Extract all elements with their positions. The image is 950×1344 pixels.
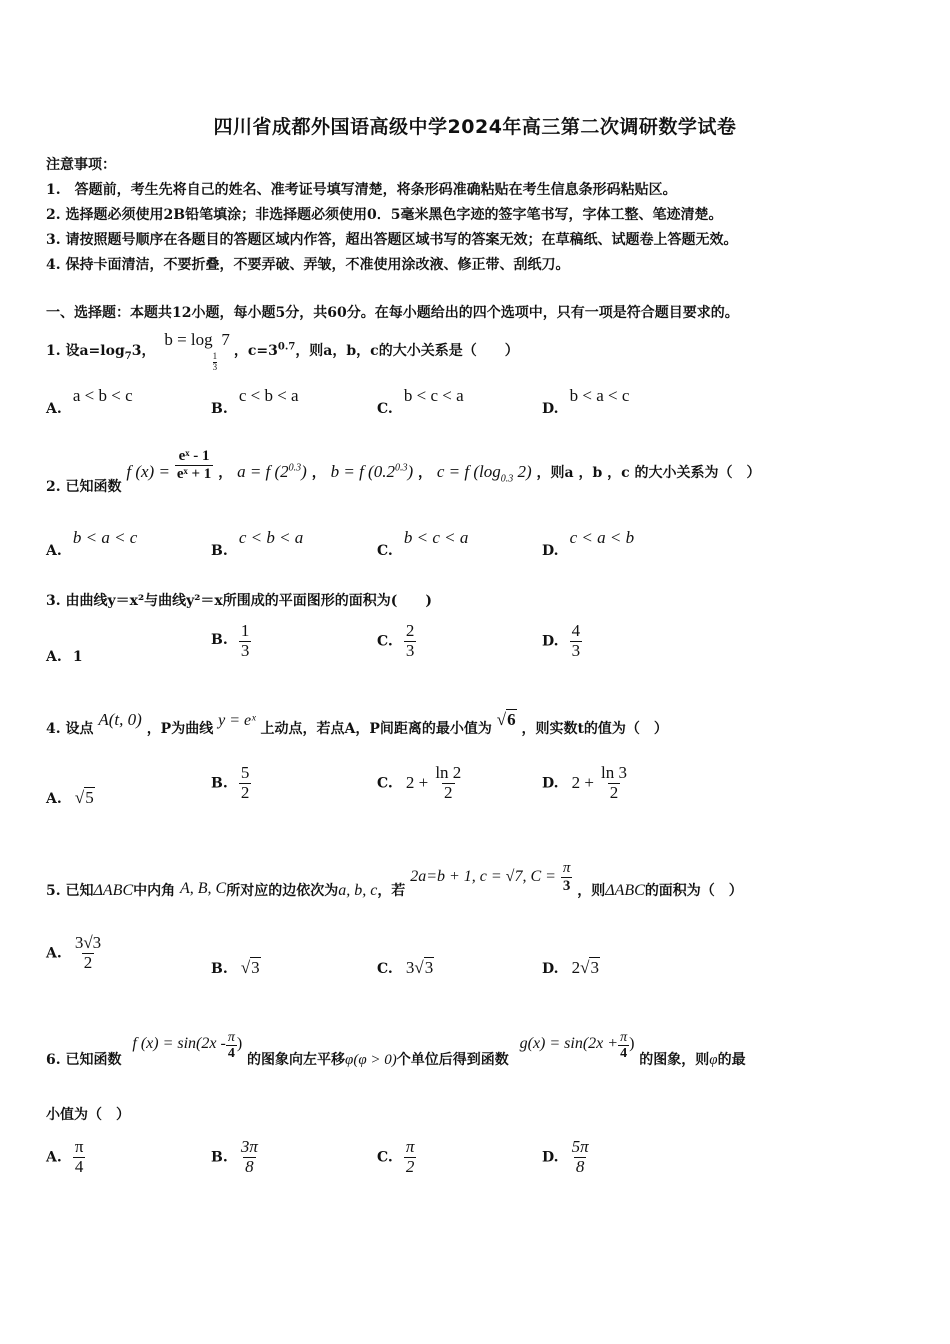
q4-option-a[interactable]: A. √5 xyxy=(46,788,94,807)
q1-option-a[interactable]: A. a < b < c xyxy=(46,386,133,417)
q5-option-b[interactable]: B. √3 xyxy=(211,958,260,977)
q4-option-c[interactable]: C. 2 + $\frac{\ln 2}{2}$ xyxy=(377,763,462,802)
q5-option-a[interactable]: A. $\frac{3√3}{2}$ xyxy=(46,933,102,972)
q5-option-d[interactable]: D. 2√3 xyxy=(542,958,599,977)
question-1-stem: 1. 设$a=\log_73$， b = log $\frac{1}{3}$ 7，$c=3^{0.7}$，则a，b，c的大小关系是（ ） xyxy=(46,330,519,372)
q1-option-d[interactable]: D. b < a < c xyxy=(542,386,630,417)
note-item: 3. 请按照题号顺序在各题目的答题区域内作答，超出答题区域书写的答案无效；在草稿纸、试题卷上答题无效。 xyxy=(46,232,738,248)
question-4-stem: 4. 设点 A(t, 0) ，P为曲线 y = eˣ 上动点，若点A，P间距离的最小值为 √6 ，则实数t的值为（ ） xyxy=(46,710,668,737)
q3-option-a[interactable]: A. 1 xyxy=(46,649,83,665)
note-item: 4. 保持卡面清洁，不要折叠，不要弄破、弄皱，不准使用涂改液、修正带、刮纸刀。 xyxy=(46,257,570,273)
question-3-stem: 3. 由曲线y＝x²与曲线y²＝x所围成的平面图形的面积为( ) xyxy=(46,593,432,609)
q3-option-d[interactable]: D. $\frac{4}{3}$ xyxy=(542,621,581,660)
q6-option-b[interactable]: B. $\frac{3\pi}{8}$ xyxy=(211,1137,258,1176)
question-5-stem: 5. 已知ΔABC中内角 A, B, C所对应的边依次为a, b, c，若 2a=b + 1, c = √7, C = $\frac{\pi}{3}$ ，则ΔABC的面积为（ ） xyxy=(46,860,743,899)
q2-option-c[interactable]: C. b < c < a xyxy=(377,528,469,559)
q5-option-c[interactable]: C. 3√3 xyxy=(377,958,434,977)
question-6-stem: 6. 已知函数 f (x) = sin(2x - $\frac{\pi}{4}$ ) 的图象向左平移φ(φ > 0)个单位后得到函数 g(x) = sin(2x + $\frac{\pi}{4}$ ) 的图象，则φ的最 xyxy=(46,1030,746,1068)
q2-option-d[interactable]: D. c < a < b xyxy=(542,528,635,559)
q1-option-c[interactable]: C. b < c < a xyxy=(377,386,464,417)
note-item: 2. 选择题必须使用2B铅笔填涂；非选择题必须使用0．5毫米黑色字迹的签字笔书写，字体工整、笔迹清楚。 xyxy=(46,207,723,223)
q6-option-d[interactable]: D. $\frac{5\pi}{8}$ xyxy=(542,1137,589,1176)
q6-option-c[interactable]: C. $\frac{\pi}{2}$ xyxy=(377,1137,415,1176)
q3-option-c[interactable]: C. $\frac{2}{3}$ xyxy=(377,621,415,660)
question-2-stem: 2. 已知函数 f (x) = $\frac{\text{eˣ - 1}}{\text{eˣ + 1}}$ ， a = f $(2^{0.3})$ ， b = f $(0.2^{0.3})$ ， c = f ($\log_{0.3}$ 2) ，则a ，b ，c 的大小关系为（ ） xyxy=(46,448,761,495)
q4-option-b[interactable]: B. $\frac{5}{2}$ xyxy=(211,763,250,802)
q3-option-b[interactable]: B. $\frac{1}{3}$ xyxy=(211,621,250,660)
q2-option-a[interactable]: A. b < a < c xyxy=(46,528,138,559)
q1-option-b[interactable]: B. c < b < a xyxy=(211,386,299,417)
page-title: 四川省成都外国语高级中学2024年高三第二次调研数学试卷 xyxy=(213,116,737,138)
q4-option-d[interactable]: D. 2 + $\frac{\ln 3}{2}$ xyxy=(542,763,628,802)
note-item: 1. 答题前，考生先将自己的姓名、准考证号填写清楚，将条形码准确粘贴在考生信息条形码粘贴区。 xyxy=(46,182,677,198)
question-6-stem-cont: 小值为（ ） xyxy=(46,1107,130,1123)
q2-option-b[interactable]: B. c < b < a xyxy=(211,528,304,559)
notes-heading: 注意事项： xyxy=(46,157,116,173)
q6-option-a[interactable]: A. $\frac{\pi}{4}$ xyxy=(46,1137,84,1176)
section-heading: 一、选择题：本题共12小题，每小题5分，共60分。在每小题给出的四个选项中，只有一项是符合题目要求的。 xyxy=(46,305,739,321)
